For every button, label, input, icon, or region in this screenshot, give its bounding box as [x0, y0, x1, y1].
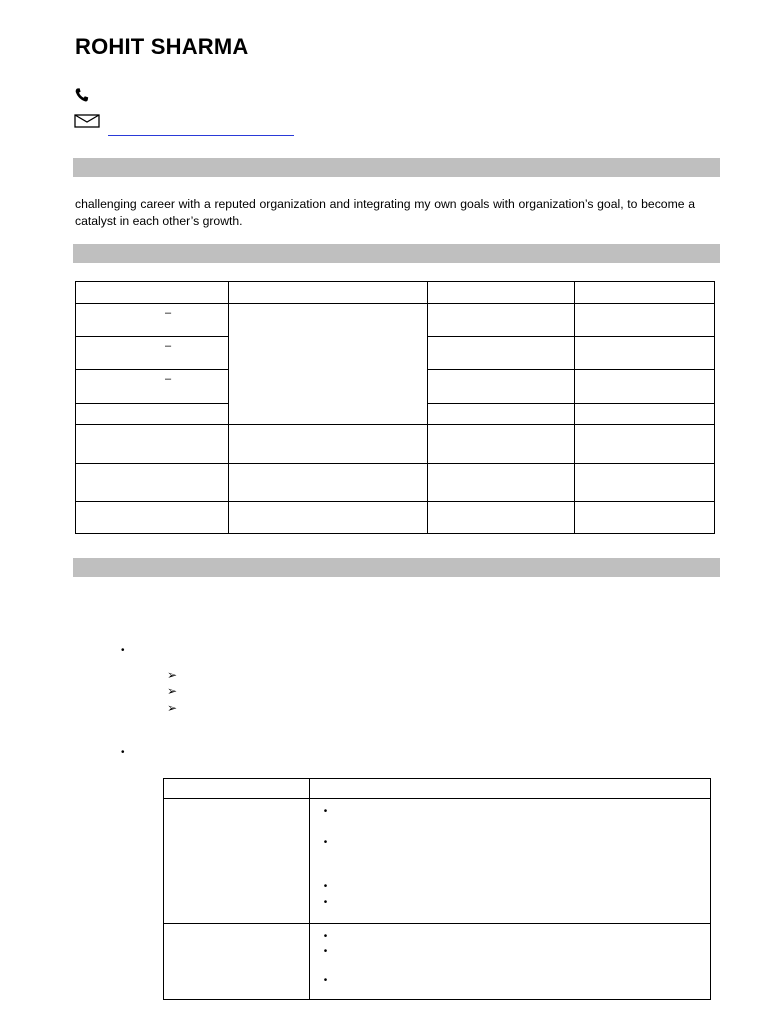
- bullet-mark: •: [323, 931, 328, 942]
- bullet-mark: •: [323, 806, 328, 817]
- table-cell: [164, 799, 310, 924]
- table-cell: [228, 502, 428, 534]
- table-cell: [428, 464, 575, 502]
- table-cell-merged: [228, 304, 428, 425]
- objective-text: challenging career with a reputed organization and integrating my own goals with organization’s goal, to become a catalyst in each other’s growth.: [75, 197, 695, 228]
- bullet-mark: •: [323, 881, 328, 892]
- email-link[interactable]: [108, 125, 294, 136]
- bullet-mark: •: [323, 837, 328, 848]
- table-cell: [309, 799, 710, 924]
- envelope-icon: [74, 114, 100, 128]
- table-cell: [164, 779, 310, 799]
- bullet-mark: •: [323, 946, 328, 957]
- table-cell: [164, 924, 310, 1000]
- table-cell: [428, 282, 575, 304]
- table-cell: [76, 425, 229, 464]
- table-cell: [228, 282, 428, 304]
- bullet-mark: •: [323, 897, 328, 908]
- table-cell: [76, 502, 229, 534]
- table-cell: [575, 337, 715, 370]
- table-cell: [309, 924, 710, 1000]
- table-row: [76, 282, 715, 304]
- bullet-mark: •: [121, 645, 125, 656]
- table-cell: [428, 370, 575, 404]
- table-cell: [575, 425, 715, 464]
- table-cell: [428, 404, 575, 425]
- table-cell: [428, 502, 575, 534]
- education-table: [75, 281, 715, 534]
- table-row: [76, 502, 715, 534]
- responsibilities-table: [163, 778, 711, 1000]
- table-row: [164, 799, 711, 924]
- table-cell: [76, 282, 229, 304]
- table-cell: [76, 404, 229, 425]
- table-cell: [575, 282, 715, 304]
- table-row: [76, 464, 715, 502]
- table-cell: [428, 425, 575, 464]
- table-cell: [428, 337, 575, 370]
- phone-icon: [74, 87, 90, 103]
- table-cell: [575, 464, 715, 502]
- arrow-bullet-mark: ➢: [167, 684, 178, 698]
- section-bar-experience: [73, 558, 720, 577]
- dash-mark: –: [165, 373, 172, 385]
- table-cell: [309, 779, 710, 799]
- candidate-name: ROHIT SHARMA: [75, 34, 249, 59]
- arrow-bullet-mark: ➢: [167, 701, 178, 715]
- table-cell: [575, 502, 715, 534]
- table-cell: [575, 370, 715, 404]
- table-cell: [76, 370, 229, 404]
- dash-mark: –: [165, 340, 172, 352]
- table-row: [164, 779, 711, 799]
- section-bar-objective: [73, 158, 720, 177]
- table-cell: [575, 404, 715, 425]
- bullet-mark: •: [323, 975, 328, 986]
- section-bar-education: [73, 244, 720, 263]
- table-cell: [575, 304, 715, 337]
- table-cell: [428, 304, 575, 337]
- table-row: [164, 924, 711, 1000]
- table-row: [76, 304, 715, 337]
- table-cell: [76, 304, 229, 337]
- table-row: [76, 425, 715, 464]
- table-cell: [76, 337, 229, 370]
- arrow-bullet-mark: ➢: [167, 668, 178, 682]
- table-cell: [76, 464, 229, 502]
- bullet-mark: •: [121, 747, 125, 758]
- table-cell: [228, 425, 428, 464]
- table-cell: [228, 464, 428, 502]
- dash-mark: –: [165, 307, 172, 319]
